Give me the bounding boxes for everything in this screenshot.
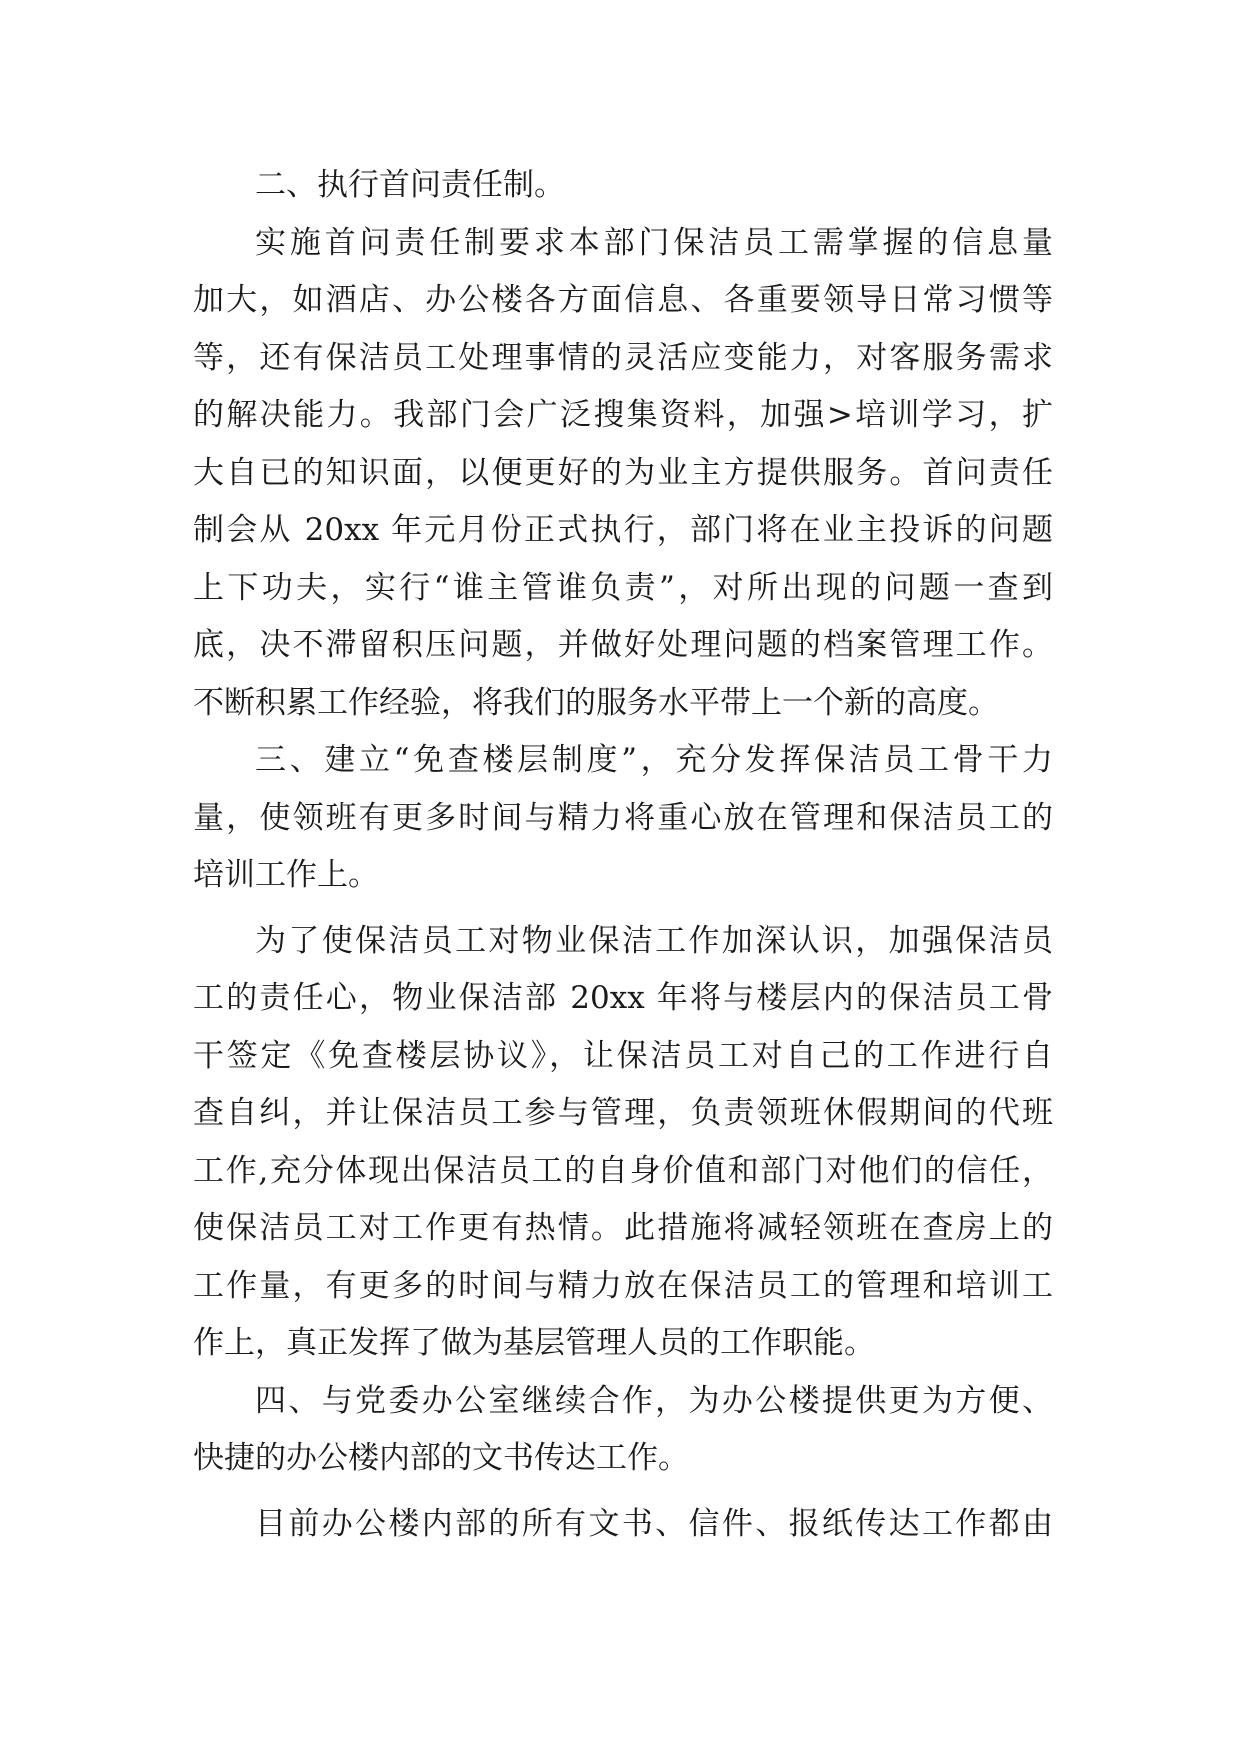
paragraph-section-2-heading [193,157,1053,215]
text-line: 作上，真正发挥了做为基层管理人员的工作职能。 [193,1325,875,1361]
text-line: 上下功夫，实行“谁主管谁负责”，对所出现的问题一查到 [193,569,1053,606]
paragraph-gap [193,1488,1053,1496]
text-line: 四、与党委办公室继续合作，为办公楼提供更为方便、 [255,1382,1053,1419]
text-line: 等，还有保洁员工处理事情的灵活应变能力，对客服务需求 [193,339,1053,376]
text-line: 干签定《免查楼层协议》，让保洁员工对自己的工作进行自 [193,1037,1053,1074]
paragraph-section-3-heading [193,732,1053,905]
text-line: 量，使领班有更多时间与精力将重心放在管理和保洁员工的 [193,799,1053,836]
text-line: 工的责任心，物业保洁部 20xx 年将与楼层内的保洁员工骨 [193,980,1053,1016]
paragraph-document-delivery [193,1496,1053,1554]
text-line: 三、建立“免查楼层制度”，充分发挥保洁员工骨干力 [255,742,1053,778]
text-line: 制会从 20xx 年元月份正式执行，部门将在业主投诉的问题 [193,512,1053,548]
text-line: 培训工作上。 [193,857,379,893]
text-line: 目前办公楼内部的所有文书、信件、报纸传达工作都由 [255,1505,1053,1542]
paragraph-first-inquiry-responsibility [193,215,1053,733]
text-line: 二、执行首问责任制。 [255,167,565,203]
paragraph-section-4-heading [193,1373,1053,1488]
text-line: 工作,充分体现出保洁员工的自身价值和部门对他们的信任， [193,1152,1053,1189]
text-line: 查自纠，并让保洁员工参与管理，负责领班休假期间的代班 [193,1095,1053,1131]
text-line: 加大，如酒店、办公楼各方面信息、各重要领导日常习惯等 [193,282,1053,318]
text-line: 底，决不滞留积压问题，并做好处理问题的档案管理工作。 [193,627,1053,663]
text-line: 的解决能力。我部门会广泛搜集资料，加强>培训学习，扩 [193,397,1053,433]
paragraph-floor-exemption [193,913,1053,1373]
text-line: 实施首问责任制要求本部门保洁员工需掌握的信息量 [255,224,1053,261]
text-line: 工作量，有更多的时间与精力放在保洁员工的管理和培训工 [193,1267,1053,1304]
document-body [193,157,1053,1553]
text-line: 快捷的办公楼内部的文书传达工作。 [193,1440,689,1476]
paragraph-gap [193,905,1053,913]
text-line: 使保洁员工对工作更有热情。此措施将减轻领班在查房上的 [193,1210,1053,1246]
text-line: 大自已的知识面，以便更好的为业主方提供服务。首问责任 [193,454,1053,491]
text-line: 不断积累工作经验，将我们的服务水平带上一个新的高度。 [193,684,999,721]
text-line: 为了使保洁员工对物业保洁工作加深认识，加强保洁员 [255,922,1053,959]
